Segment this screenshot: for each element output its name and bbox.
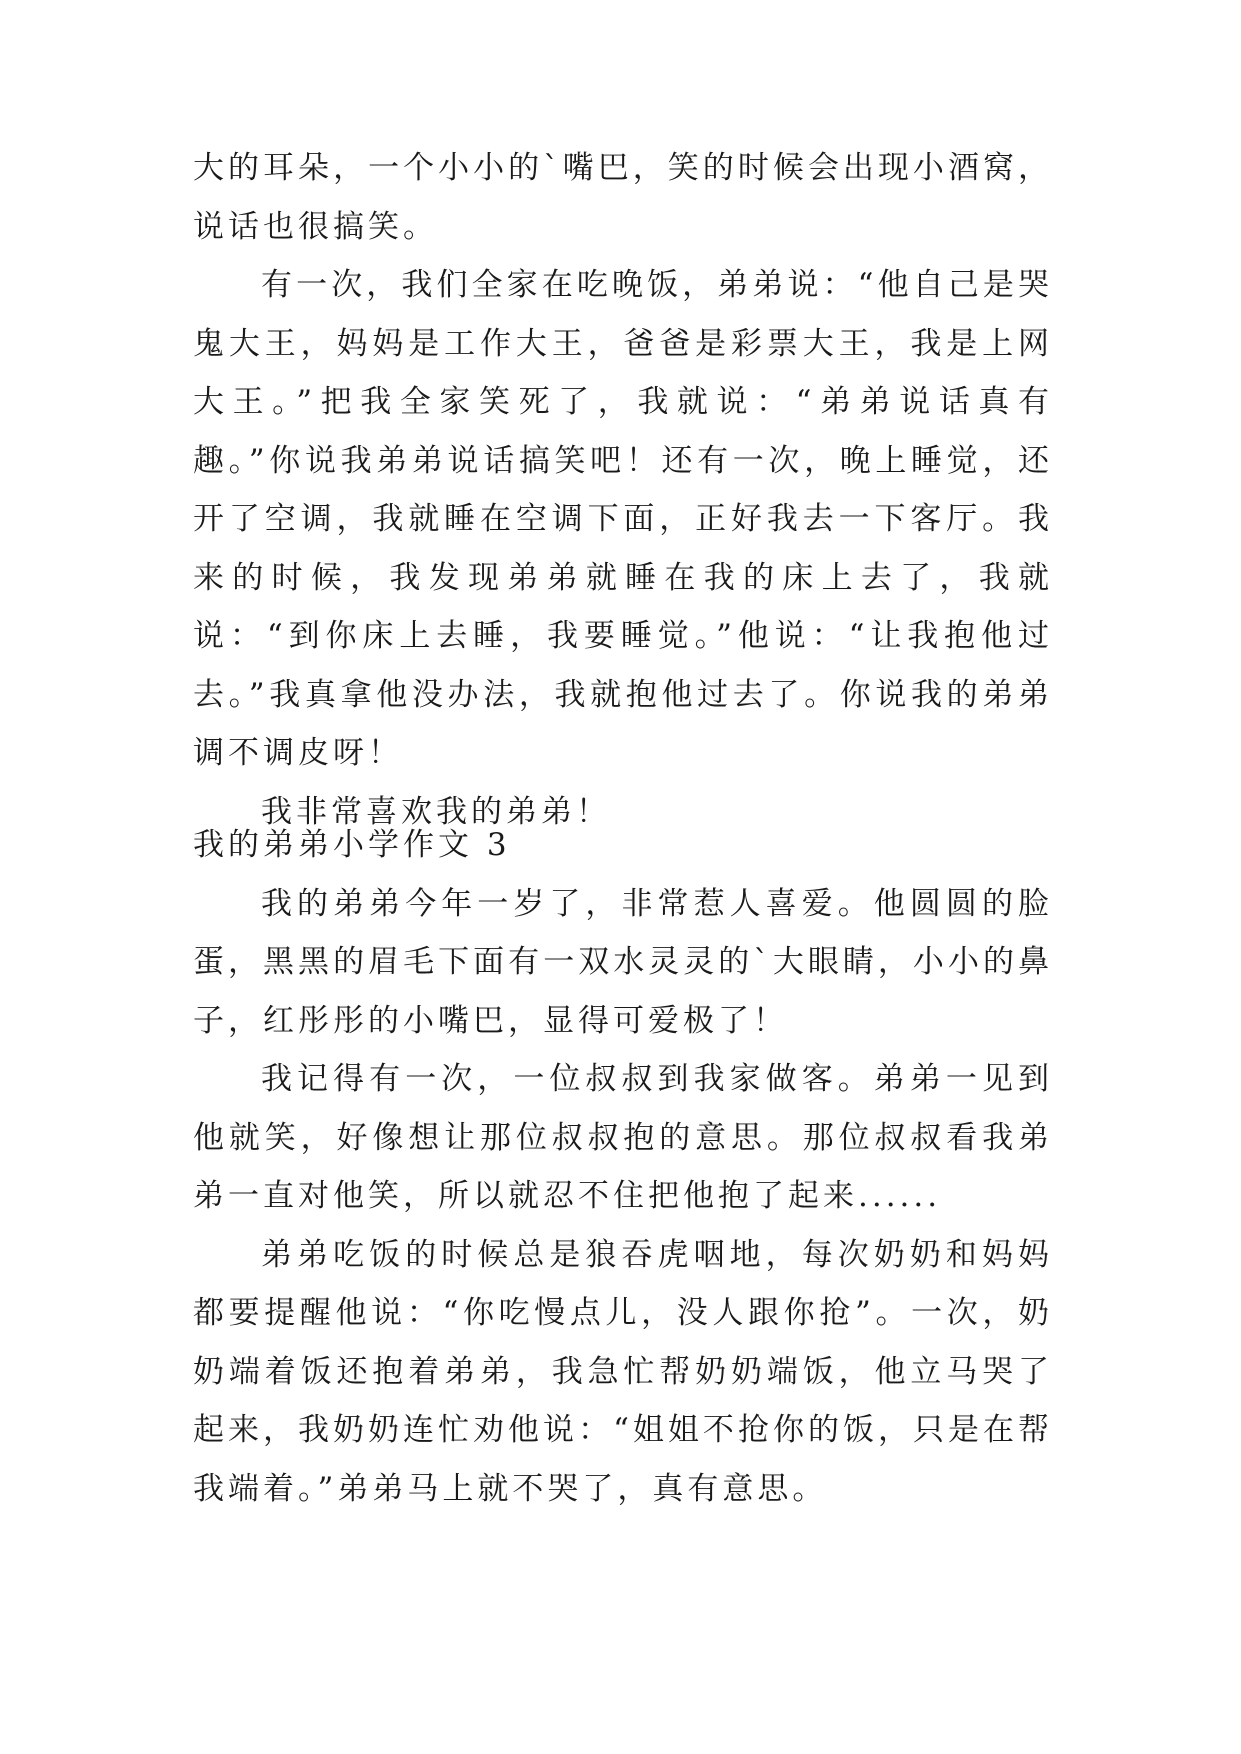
essay-title: 我的弟弟小学作文 3 [193,827,511,863]
paragraph-dinner-story: 有一次，我们全家在吃晚饭，弟弟说：“他自己是哭鬼大王，妈妈是工作大王，爸爸是彩票大王，我是上网大王。”把我全家笑死了，我就说：“弟弟说话真有趣。”你说我弟弟说话搞笑吧！还有一次，晚上睡觉，还开了空调，我就睡在空调下面，正好我去一下客厅。我来的时候，我发现弟弟就睡在我的床上去了，我就说：“到你床上去睡，我要睡觉。”他说：“让我抱他过去。”我真拿他没办法，我就抱他过去了。你说我的弟弟调不调皮呀！ [193,267,1053,771]
paragraph-continuation: 大的耳朵，一个小小的`嘴巴，笑的时候会出现小酒窝，说话也很搞笑。 [193,150,1053,245]
essay-section-continued [193,139,1053,841]
paragraph-description: 我的弟弟今年一岁了，非常惹人喜爱。他圆圆的脸蛋，黑黑的眉毛下面有一双水灵灵的`大眼睛，小小的鼻子，红彤彤的小嘴巴，显得可爱极了！ [193,885,1053,1039]
essay-section-3 [193,816,1053,1518]
paragraph-conclusion: 我非常喜欢我的弟弟！ [261,793,611,830]
paragraph-mealtime: 弟弟吃饭的时候总是狼吞虎咽地，每次奶奶和妈妈都要提醒他说：“你吃慢点儿，没人跟你抢”。一次，奶奶端着饭还抱着弟弟，我急忙帮奶奶端饭，他立马哭了起来，我奶奶连忙劝他说：“姐姐不抢你的饭，只是在帮我端着。”弟弟马上就不哭了，真有意思。 [193,1236,1053,1507]
paragraph-uncle-visit: 我记得有一次，一位叔叔到我家做客。弟弟一见到他就笑，好像想让那位叔叔抱的意思。那位叔叔看我弟弟一直对他笑，所以就忍不住把他抱了起来...... [193,1061,1053,1214]
